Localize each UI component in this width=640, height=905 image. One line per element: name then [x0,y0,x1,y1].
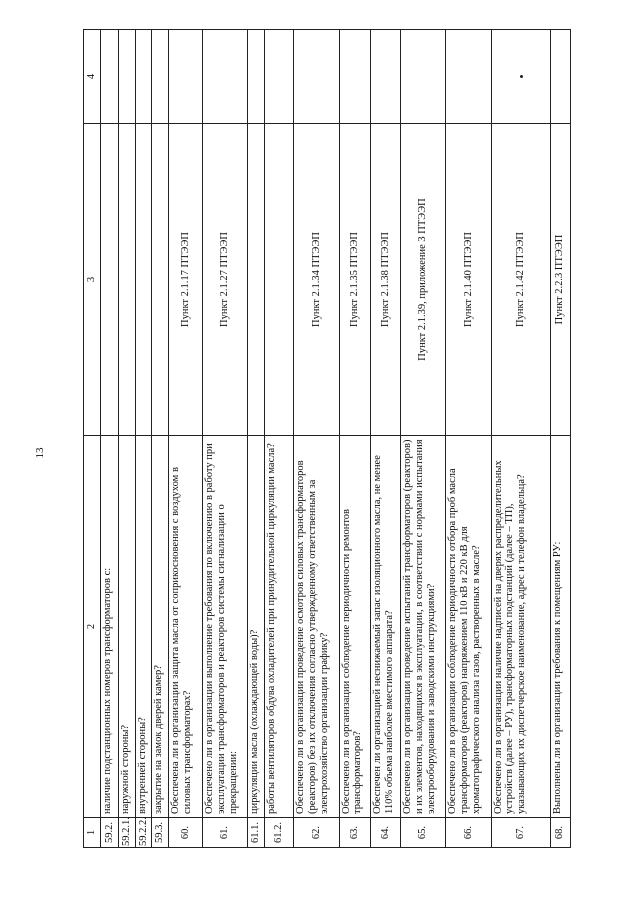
row-mark [550,30,571,124]
table-row [491,30,550,848]
row-mark [264,30,293,124]
table-row [119,30,136,848]
row-criterion [119,124,136,436]
table-row [248,30,265,848]
row-question: Выполнены ли в организации требования к помещениям РУ: [550,436,571,818]
row-mark [203,30,248,124]
table-row [550,30,571,848]
row-question: Обеспечено ли в организации соблюдение периодичности отбора проб масла трансформаторов (реакторов) напряжением 110 кВ и 220 кВ для хроматографического анализа газов, растворенных в масле? [446,436,491,818]
header-col-2: 2 [84,436,101,818]
row-number: 59.3. [152,818,169,848]
row-number: 61. [203,818,248,848]
table-row [152,30,169,848]
row-mark [491,30,550,124]
row-mark [169,30,203,124]
row-criterion [248,124,265,436]
row-question: наличие подстанционных номеров трансформаторов с: [101,436,119,818]
table-row [371,30,401,848]
row-criterion [101,124,119,436]
row-mark [119,30,136,124]
row-criterion [152,124,169,436]
row-number: 63. [339,818,371,848]
row-mark [294,30,339,124]
row-number: 62. [294,818,339,848]
row-mark [371,30,401,124]
dot-mark-icon [520,75,523,78]
table-body [101,30,571,848]
row-question: Обеспечена ли в организации защита масла от соприкосновения с воздухом в силовых трансформаторах? [169,436,203,818]
row-question: Обеспечено ли в организации проведение испытаний трансформаторов (реакторов) и их элементов, находящихся в эксплуатации, в соответствии с нормами испытания электрооборудования и заводскими инструкциями? [401,436,446,818]
table-row [339,30,371,848]
row-criterion: Пункт 2.1.27 ПТЭЭП [203,124,248,436]
row-number: 61.1. [248,818,265,848]
row-number: 59.2.1. [119,818,136,848]
row-number: 59.2.2. [135,818,152,848]
table-row [446,30,491,848]
table-row [294,30,339,848]
row-number: 61.2. [264,818,293,848]
row-criterion: Пункт 2.1.40 ПТЭЭП [446,124,491,436]
row-mark [135,30,152,124]
row-question: внутренней стороны? [135,436,152,818]
table-row [401,30,446,848]
row-question: Обеспечен ли организацией неснижаемый запас изоляционного масла, не менее 110% объема наиболее вместимого аппарата? [371,436,401,818]
row-question: работы вентиляторов обдува охладителей при принудительной циркуляции масла? [264,436,293,818]
row-number: 68. [550,818,571,848]
header-col-1: 1 [84,818,101,848]
row-criterion: Пункт 2.2.3 ПТЭЭП [550,124,571,436]
row-criterion: Пункт 2.1.38 ПТЭЭП [371,124,401,436]
row-criterion: Пункт 2.1.17 ПТЭЭП [169,124,203,436]
header-col-4: 4 [84,30,101,124]
row-question: закрытие на замок дверей камер? [152,436,169,818]
row-question: Обеспечено ли в организации наличие надписей на дверях распределительных устройств (далее – РУ), трансформаторных подстанций (далее – ТП), указывающих их диспетчерское наименование, адрес и телефон владельца? [491,436,550,818]
row-question: циркуляции масла (охлаждающей воды)? [248,436,265,818]
row-number: 60. [169,818,203,848]
row-question: Обеспечено ли в организации выполнение требования по включению в работу при эксплуатации трансформаторов и реакторов системы сигнализации о прекращении: [203,436,248,818]
row-question: Обеспечено ли в организации соблюдение периодичности ремонтов трансформаторов? [339,436,371,818]
table-row [135,30,152,848]
table-row [264,30,293,848]
row-criterion: Пункт 2.1.35 ПТЭЭП [339,124,371,436]
row-number: 65. [401,818,446,848]
table-row [101,30,119,848]
table-row [169,30,203,848]
header-col-3: 3 [84,124,101,436]
row-mark [339,30,371,124]
checklist-table [83,29,571,848]
row-criterion [135,124,152,436]
row-question: наружной стороны? [119,436,136,818]
row-mark [446,30,491,124]
row-number: 64. [371,818,401,848]
row-mark [101,30,119,124]
row-criterion [264,124,293,436]
row-number: 59.2. [101,818,119,848]
row-number: 66. [446,818,491,848]
table-row [203,30,248,848]
table-header-row [84,30,101,848]
row-criterion: Пункт 2.1.42 ПТЭЭП [491,124,550,436]
row-mark [401,30,446,124]
row-mark [152,30,169,124]
row-question: Обеспечено ли в организации проведение осмотров силовых трансформаторов (реакторов) без их отключения согласно утвержденному ответственным за электрохозяйство организации графику? [294,436,339,818]
row-criterion: Пункт 2.1.34 ПТЭЭП [294,124,339,436]
row-criterion: Пункт 2.1.39, приложение 3 ПТЭЭП [401,124,446,436]
row-number: 67. [491,818,550,848]
page-number: 13 [34,447,46,459]
row-mark [248,30,265,124]
